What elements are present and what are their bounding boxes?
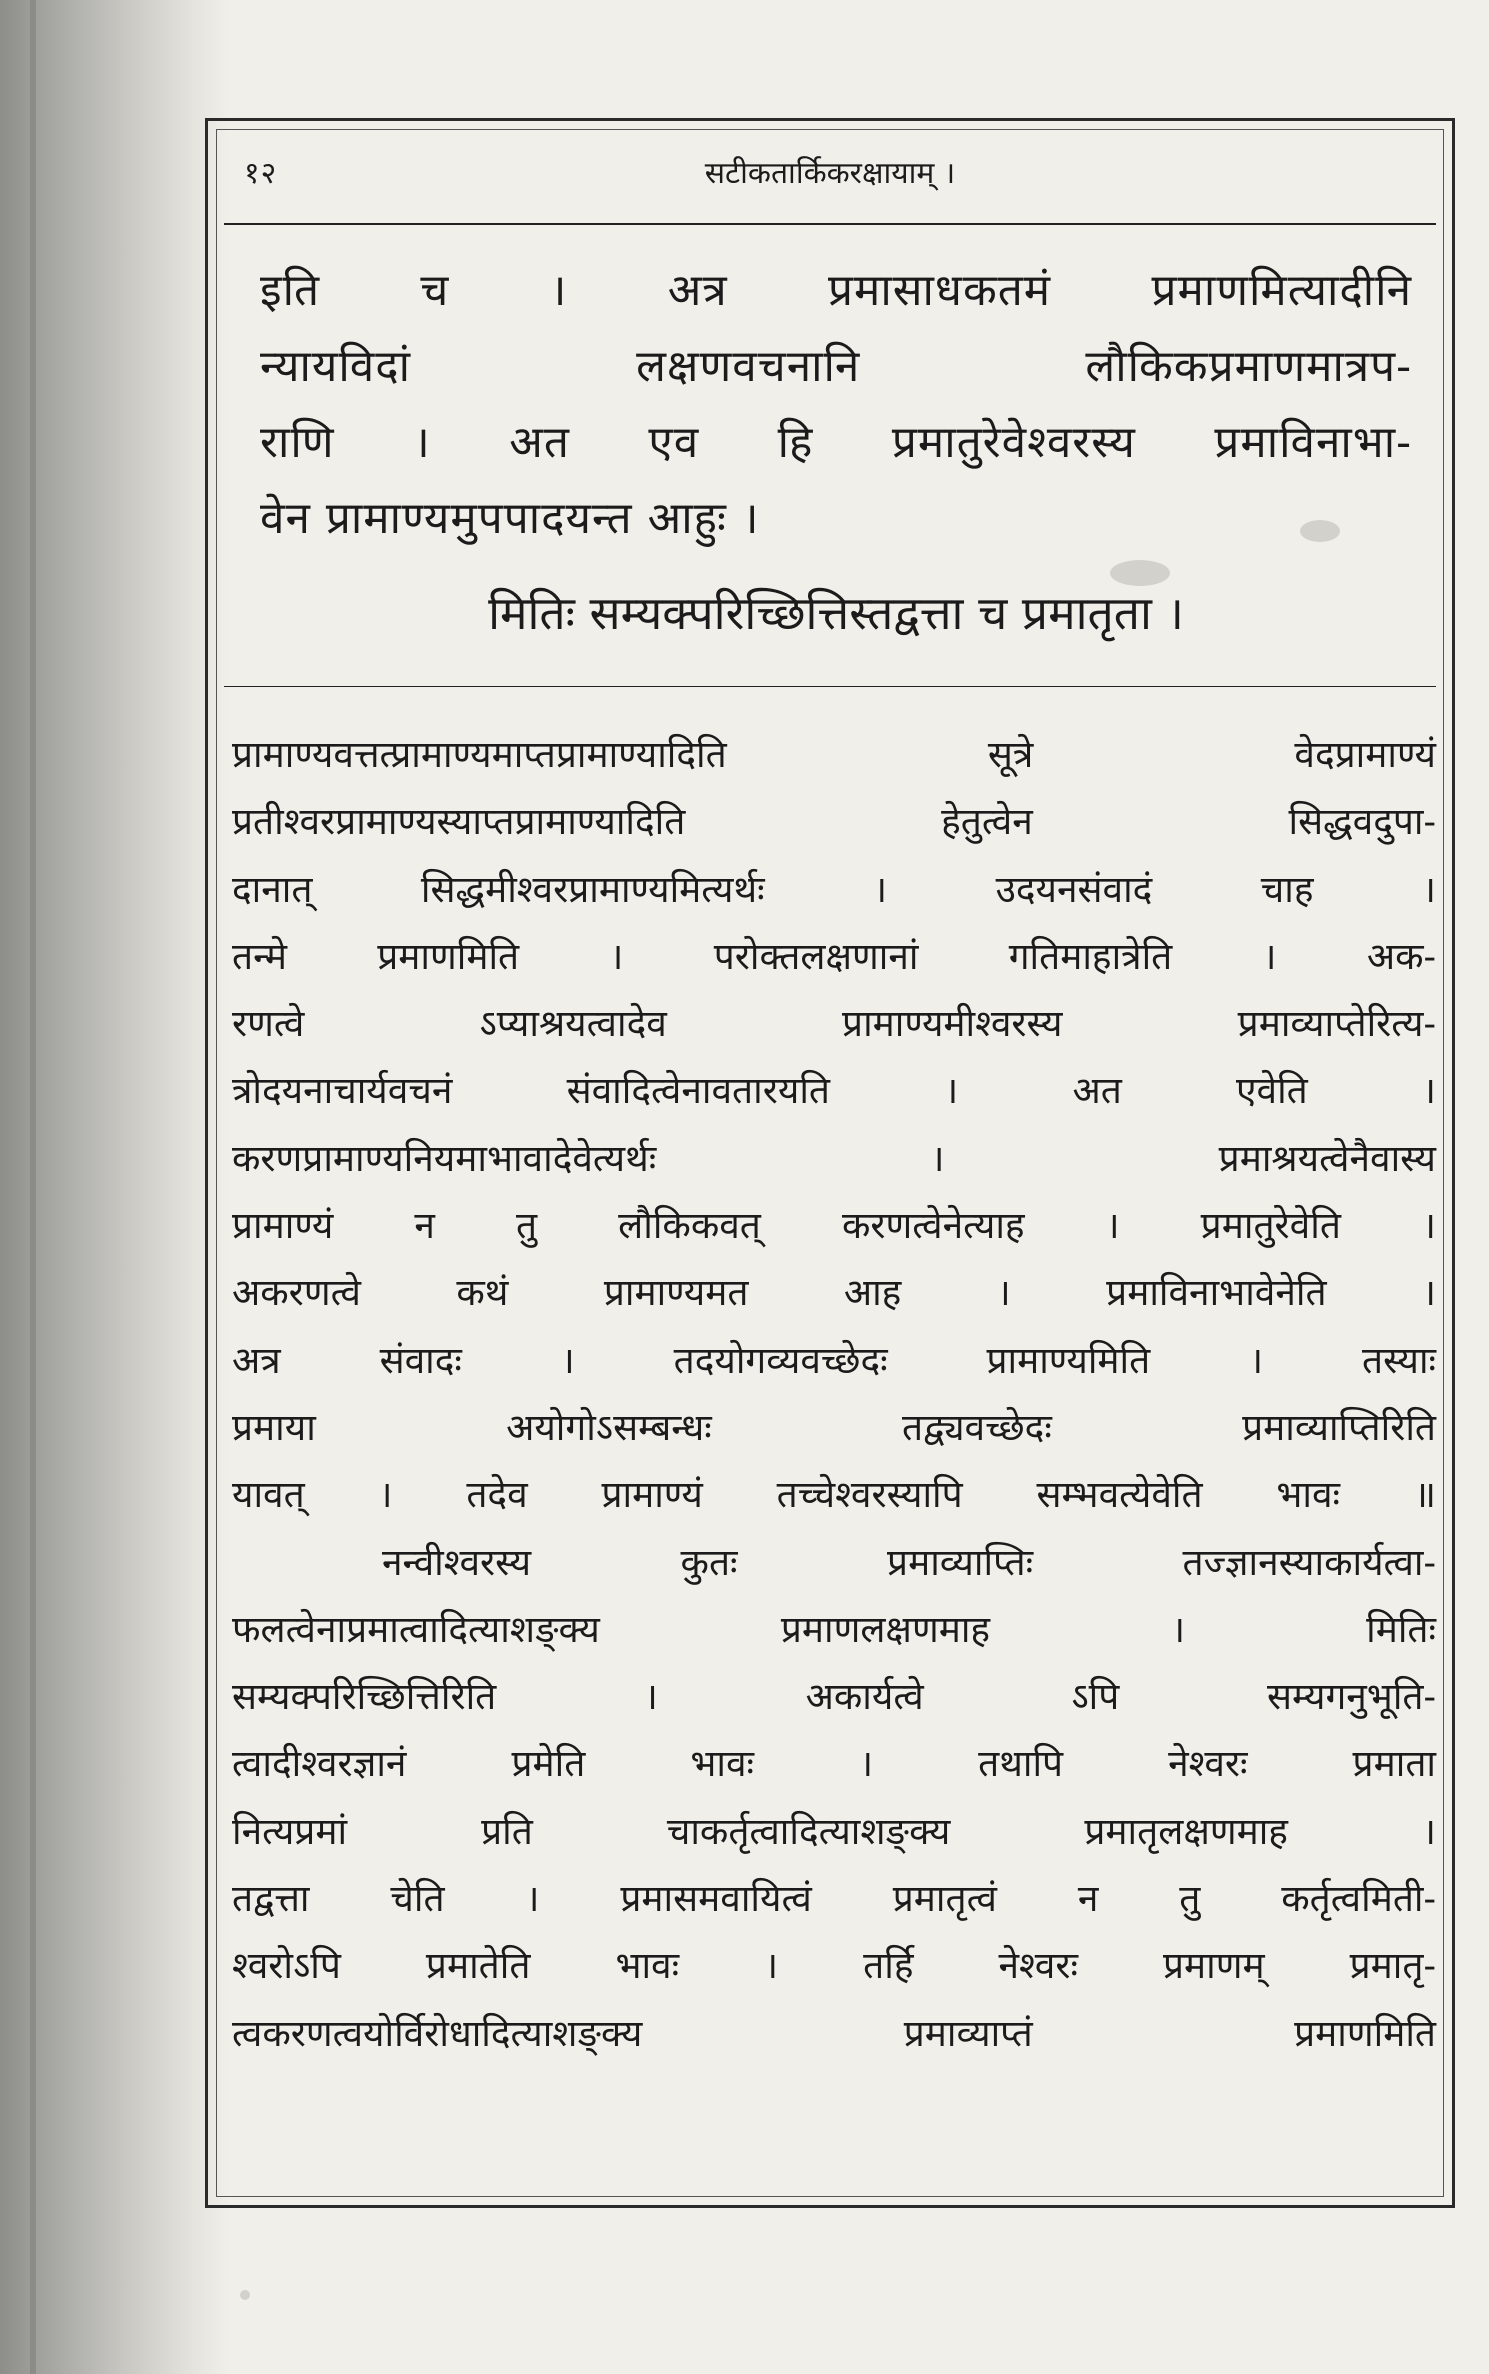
header-rule [224, 223, 1436, 225]
commentary-rule [224, 686, 1436, 687]
commentary-line: त्रोदयनाचार्यवचनं संवादित्वेनावतारयति । अत एवेति । [232, 1069, 1436, 1113]
commentary-line: त्वादीश्वरज्ञानं प्रमेति भावः । तथापि नेश्वरः प्रमाता [232, 1742, 1436, 1786]
root-text-line: न्यायविदां लक्षणवचनानि लौकिकप्रमाणमात्रप- [260, 341, 1412, 392]
commentary-line: रणत्वे ऽप्याश्रयत्वादेव प्रामाण्यमीश्वरस्य प्रमाव्याप्तेरित्य- [232, 1002, 1436, 1046]
commentary-line: सम्यक्परिच्छित्तिरिति । अकार्यत्वे ऽपि सम्यगनुभूति- [232, 1675, 1436, 1719]
scan-speck [1300, 520, 1340, 542]
commentary-line: प्रामाण्यवत्तत्प्रामाण्यमाप्तप्रामाण्यादिति सूत्रे वेदप्रामाण्यं [232, 733, 1436, 776]
commentary-line: अकरणत्वे कथं प्रामाण्यमत आह । प्रमाविनाभावेनेति । [232, 1271, 1436, 1315]
running-title: सटीकतार्किकरक्षायाम् । [704, 156, 956, 191]
commentary-line: श्वरोऽपि प्रमातेति भावः । तर्हि नेश्वरः प्रमाणम् प्रमातृ- [232, 1944, 1436, 1988]
scan-speck [240, 2290, 250, 2300]
commentary-line: नन्वीश्वरस्य कुतः प्रमाव्याप्तिः तज्ज्ञानस्याकार्यत्वा- [382, 1540, 1436, 1584]
commentary-line: यावत् । तदेव प्रामाण्यं तच्चेश्वरस्यापि सम्भवत्येवेति भावः ॥ [232, 1473, 1436, 1517]
commentary-line: प्रतीश्वरप्रामाण्यस्याप्तप्रामाण्यादिति हेतुत्वेन सिद्धवदुपा- [232, 800, 1436, 844]
book-page [205, 118, 1455, 2208]
commentary-line: तन्मे प्रमाणमिति । परोक्तलक्षणानां गतिमाहात्रेति । अक- [232, 934, 1436, 978]
root-text-line: राणि । अत एव हि प्रमातुरेवेश्वरस्य प्रमाविनाभा- [260, 417, 1412, 468]
commentary-line: करणप्रामाण्यनियमाभावादेवेत्यर्थः । प्रमाश्रयत्वेनैवास्य [232, 1136, 1436, 1180]
binding-edge [30, 0, 36, 2374]
scan-speck [1110, 560, 1170, 586]
commentary-line: त्वकरणत्वयोर्विरोधादित्याशङ्क्य प्रमाव्याप्तं प्रमाणमिति [232, 2011, 1436, 2055]
running-head [224, 151, 1436, 201]
root-verse: मितिः सम्यक्परिच्छित्तिस्तद्वत्ता च प्रमातृता । [488, 586, 1184, 640]
commentary-line: तद्वत्ता चेति । प्रमासमवायित्वं प्रमातृत्वं न तु कर्तृत्वमिती- [232, 1877, 1436, 1921]
commentary-line: प्रमाया अयोगोऽसम्बन्धः तद्व्यवच्छेदः प्रमाव्याप्तिरिति [232, 1405, 1436, 1449]
root-text-line: वेन प्रामाण्यमुपपादयन्त आहुः । [260, 493, 760, 544]
page-number: १२ [244, 156, 278, 191]
commentary-line: प्रामाण्यं न तु लौकिकवत् करणत्वेनेत्याह । प्रमातुरेवेति । [232, 1204, 1436, 1248]
commentary-text [232, 721, 1436, 2067]
commentary-line: अत्र संवादः । तदयोगव्यवच्छेदः प्रामाण्यमिति । तस्याः [232, 1338, 1436, 1382]
root-text [260, 253, 1412, 557]
root-text-line: इति च । अत्र प्रमासाधकतमं प्रमाणमित्यादीनि [260, 265, 1412, 316]
commentary-line: नित्यप्रमां प्रति चाकर्तृत्वादित्याशङ्क्य प्रमातृलक्षणमाह । [232, 1809, 1436, 1853]
commentary-line: दानात् सिद्धमीश्वरप्रामाण्यमित्यर्थः । उदयनसंवादं चाह । [232, 867, 1436, 911]
commentary-line: फलत्वेनाप्रमात्वादित्याशङ्क्य प्रमाणलक्षणमाह । मितिः [232, 1607, 1436, 1651]
